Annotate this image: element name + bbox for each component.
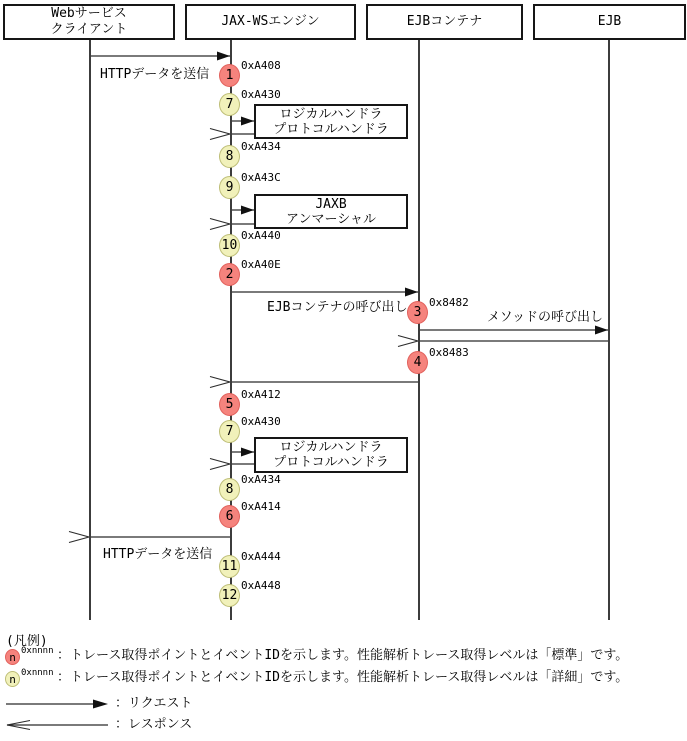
trace-point-1: 1 [219,64,240,87]
trace-event-id: 0xA412 [241,388,281,401]
trace-point-4: 4 [407,351,428,374]
trace-event-id: 0x8483 [429,346,469,359]
trace-point-11: 11 [219,555,240,578]
trace-point-5: 5 [219,393,240,416]
trace-point-8: 8 [219,145,240,168]
response-arrow [210,219,254,230]
actor-label: EJBコンテナ [406,14,483,29]
legend-symbol-event-id: 0xnnnn [21,668,54,678]
activity-box-label: ロジカルハンドラ [279,440,383,455]
activity-box [254,194,408,229]
trace-event-id: 0xA444 [241,550,281,563]
request-arrow [230,117,254,126]
activity-box-label: プロトコルハンドラ [273,455,389,470]
legend-symbol-letter: n [9,650,16,664]
actor-label: Webサービス [51,6,127,21]
legend-text-request: ：リクエスト [115,696,193,711]
activity-box-label: JAXB [315,196,347,212]
trace-point-7: 7 [219,420,240,443]
legend-title: (凡例) [6,634,48,649]
trace-point-9: 9 [219,176,240,199]
actor-label: JAX-WSエンジン [221,14,320,29]
legend-text-response: ：レスポンス [115,717,193,732]
trace-point-12: 12 [219,584,240,607]
request-arrow [89,52,230,61]
message-label: HTTPデータを送信 [100,67,210,82]
trace-event-id: 0xA40E [241,258,281,271]
trace-point-3: 3 [407,301,428,324]
legend-symbol-event-id: 0xnnnn [21,646,54,656]
legend-text-standard: ：トレース取得ポイントとイベントIDを示します。性能解析トレース取得レベルは「標準」です。 [57,648,629,663]
response-arrow [398,336,608,347]
activity-box-label: アンマーシャル [286,211,376,227]
response-arrow [210,129,254,140]
lifeline-jaxws-engine [230,40,232,620]
activity-box [254,437,408,473]
response-arrow [210,377,418,388]
lifeline-web-service-client [89,40,91,620]
actor-box-jaxws-engine [185,4,356,40]
trace-event-id: 0xA43C [241,171,281,184]
request-arrow [230,206,254,215]
trace-event-id: 0xA434 [241,473,281,486]
message-label: HTTPデータを送信 [103,547,213,562]
trace-point-10: 10 [219,234,240,257]
trace-event-id: 0x8482 [429,296,469,309]
actor-box-ejb [533,4,686,40]
legend-text-detail: ：トレース取得ポイントとイベントIDを示します。性能解析トレース取得レベルは「詳細」です。 [57,670,629,685]
trace-event-id: 0xA408 [241,59,281,72]
request-arrow [230,448,254,457]
trace-point-6: 6 [219,505,240,528]
trace-event-id: 0xA440 [241,229,281,242]
message-label: EJBコンテナの呼び出し [267,300,408,315]
trace-event-id: 0xA434 [241,140,281,153]
trace-point-7: 7 [219,93,240,116]
actor-box-web-service-client [3,4,175,40]
actor-label: クライアント [50,22,128,37]
actor-box-ejb-container [366,4,523,40]
trace-point-8: 8 [219,478,240,501]
lifeline-ejb-container [418,40,420,620]
trace-point-2: 2 [219,263,240,286]
lifeline-ejb [608,40,610,620]
activity-box-label: ロジカルハンドラ [279,106,383,122]
activity-box [254,104,408,139]
response-arrow [210,459,254,470]
trace-event-id: 0xA430 [241,415,281,428]
trace-event-id: 0xA448 [241,579,281,592]
message-label: メソッドの呼び出し [487,310,603,325]
request-arrow [418,326,608,335]
activity-box-label: プロトコルハンドラ [273,121,389,137]
response-arrow [69,532,230,543]
trace-event-id: 0xA414 [241,500,281,513]
trace-event-id: 0xA430 [241,88,281,101]
actor-label: EJB [597,14,622,29]
legend-symbol-letter: n [9,672,16,686]
